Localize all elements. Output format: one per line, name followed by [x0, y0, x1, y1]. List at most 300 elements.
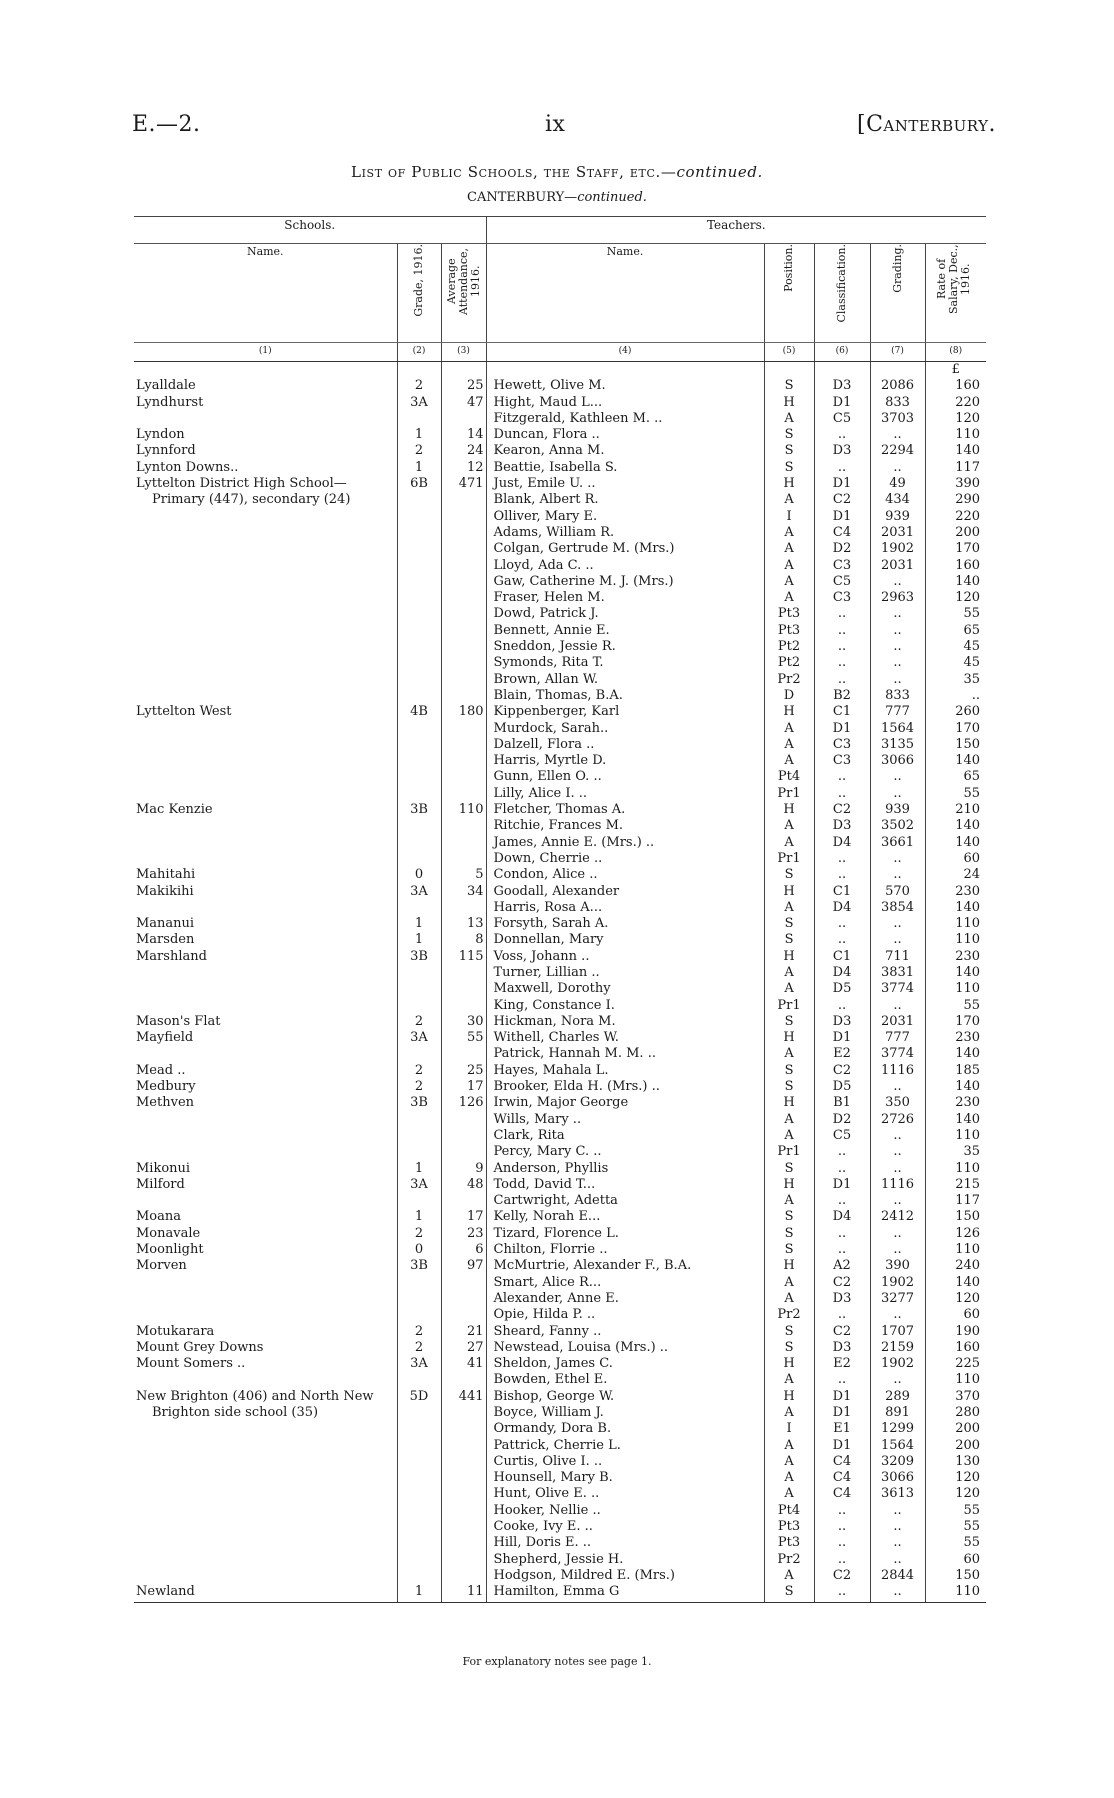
teacher-name: Ritchie, Frances M. — [486, 818, 764, 834]
table-row — [134, 1519, 986, 1535]
school-grade — [397, 769, 441, 785]
teacher-name: Down, Cherrie .. — [486, 851, 764, 867]
table-row — [134, 1307, 986, 1323]
school-name — [134, 574, 397, 590]
teacher-grading: 1116 — [870, 1177, 925, 1193]
teacher-salary: 230 — [925, 1095, 986, 1111]
teacher-salary: 35 — [925, 672, 986, 688]
teacher-position: H — [764, 1177, 814, 1193]
teacher-classification: D4 — [814, 965, 870, 981]
teacher-classification: C2 — [814, 1324, 870, 1340]
school-grade — [397, 1291, 441, 1307]
teacher-grading: 570 — [870, 884, 925, 900]
table-row — [134, 818, 986, 834]
teacher-name: Adams, William R. — [486, 525, 764, 541]
teacher-classification: E2 — [814, 1356, 870, 1372]
teacher-salary: 140 — [925, 443, 986, 459]
table-row — [134, 1486, 986, 1502]
school-grade — [397, 1128, 441, 1144]
table-row — [134, 395, 986, 411]
teacher-name: Boyce, William J. — [486, 1405, 764, 1421]
teacher-name: Brooker, Elda H. (Mrs.) .. — [486, 1079, 764, 1095]
teacher-salary: 60 — [925, 1552, 986, 1568]
teacher-position: S — [764, 1340, 814, 1356]
teacher-salary: 150 — [925, 1568, 986, 1584]
school-name: Lynnford — [136, 443, 196, 459]
average-attendance: 17 — [441, 1079, 486, 1095]
average-attendance — [441, 1275, 486, 1291]
school-name: Morven — [136, 1258, 187, 1274]
teacher-classification: C1 — [814, 949, 870, 965]
teacher-grading: 1902 — [870, 1356, 925, 1372]
school-name — [134, 1486, 397, 1502]
teacher-salary: 110 — [925, 1242, 986, 1258]
school-name — [134, 1519, 397, 1535]
average-attendance — [441, 1568, 486, 1584]
teacher-grading: .. — [870, 1128, 925, 1144]
teacher-salary: 370 — [925, 1389, 986, 1405]
table-row — [134, 737, 986, 753]
school-name: Mananui — [136, 916, 195, 932]
teacher-grading: 833 — [870, 688, 925, 704]
school-name — [134, 1193, 397, 1209]
teacher-salary: 170 — [925, 721, 986, 737]
table-row — [134, 916, 986, 932]
teacher-name: Lloyd, Ada C. .. — [486, 558, 764, 574]
teacher-position: A — [764, 1405, 814, 1421]
teacher-classification: .. — [814, 851, 870, 867]
teacher-salary: 240 — [925, 1258, 986, 1274]
teacher-classification: .. — [814, 1372, 870, 1388]
school-name: Monavale — [136, 1225, 201, 1241]
teacher-salary: 150 — [925, 737, 986, 753]
teacher-name: Hamilton, Emma G — [486, 1584, 764, 1600]
teacher-classification: .. — [814, 1226, 870, 1242]
teacher-salary: 130 — [925, 1454, 986, 1470]
school-name — [134, 998, 397, 1014]
teacher-grading: .. — [870, 1242, 925, 1258]
teacher-grading: 833 — [870, 395, 925, 411]
teacher-position: A — [764, 590, 814, 606]
average-attendance: 441 — [441, 1389, 486, 1405]
teacher-classification: .. — [814, 932, 870, 948]
teacher-classification: C2 — [814, 1275, 870, 1291]
teacher-salary: 220 — [925, 395, 986, 411]
average-attendance: 47 — [441, 395, 486, 411]
teacher-classification: D3 — [814, 378, 870, 394]
school-name — [134, 737, 397, 753]
teacher-position: Pt3 — [764, 1519, 814, 1535]
column-numbers — [134, 343, 986, 362]
teacher-name: Hewett, Olive M. — [486, 378, 764, 394]
teacher-salary: 110 — [925, 1161, 986, 1177]
average-attendance — [441, 1503, 486, 1519]
table-row — [134, 1584, 986, 1600]
average-attendance — [441, 655, 486, 671]
teacher-grading: 2963 — [870, 590, 925, 606]
average-attendance: 23 — [441, 1226, 486, 1242]
average-attendance — [441, 509, 486, 525]
teacher-position: H — [764, 1030, 814, 1046]
school-grade — [397, 1438, 441, 1454]
teacher-name: Harris, Rosa A... — [486, 900, 764, 916]
school-grade — [397, 1112, 441, 1128]
teacher-grading: 1902 — [870, 1275, 925, 1291]
school-name — [134, 981, 397, 997]
teacher-salary: .. — [925, 688, 986, 704]
average-attendance — [441, 639, 486, 655]
school-grade: 1 — [397, 1209, 441, 1225]
teacher-grading: .. — [870, 867, 925, 883]
school-grade: 2 — [397, 443, 441, 459]
teacher-name: Newstead, Louisa (Mrs.) .. — [486, 1340, 764, 1356]
average-attendance — [441, 769, 486, 785]
teacher-classification: D2 — [814, 541, 870, 557]
table-row — [134, 492, 986, 508]
average-attendance — [441, 541, 486, 557]
average-attendance — [441, 688, 486, 704]
teacher-name: Pattrick, Cherrie L. — [486, 1438, 764, 1454]
teacher-position: A — [764, 411, 814, 427]
teacher-classification: D1 — [814, 1030, 870, 1046]
teacher-grading: 3703 — [870, 411, 925, 427]
table-row — [134, 1128, 986, 1144]
teacher-position: S — [764, 1209, 814, 1225]
teacher-name: Cartwright, Adetta — [486, 1193, 764, 1209]
teacher-name: Dowd, Patrick J. — [486, 606, 764, 622]
teacher-classification: .. — [814, 1144, 870, 1160]
school-grade — [397, 590, 441, 606]
average-attendance — [441, 1421, 486, 1437]
teacher-classification: .. — [814, 1584, 870, 1600]
teacher-salary: 230 — [925, 884, 986, 900]
table-row — [134, 558, 986, 574]
school-name — [134, 1291, 397, 1307]
school-name: Mahitahi — [136, 867, 196, 883]
table-row — [134, 606, 986, 622]
school-name — [134, 639, 397, 655]
average-attendance: 9 — [441, 1161, 486, 1177]
teacher-position: A — [764, 1470, 814, 1486]
teacher-position: H — [764, 704, 814, 720]
teacher-name: Wills, Mary .. — [486, 1112, 764, 1128]
teacher-grading: 350 — [870, 1095, 925, 1111]
column-number: (4) — [486, 343, 764, 362]
table-row — [134, 639, 986, 655]
teacher-classification: C3 — [814, 558, 870, 574]
teacher-grading: 777 — [870, 704, 925, 720]
school-grade — [397, 606, 441, 622]
teacher-salary: 160 — [925, 1340, 986, 1356]
teacher-position: Pr2 — [764, 1307, 814, 1323]
teacher-name: Percy, Mary C. .. — [486, 1144, 764, 1160]
school-grade — [397, 981, 441, 997]
school-grade: 4B — [397, 704, 441, 720]
teacher-position: H — [764, 1258, 814, 1274]
teacher-grading: 1707 — [870, 1324, 925, 1340]
teacher-salary: 200 — [925, 1421, 986, 1437]
teacher-position: Pr1 — [764, 786, 814, 802]
teacher-classification: .. — [814, 1535, 870, 1551]
school-grade: 2 — [397, 1014, 441, 1030]
school-name — [134, 721, 397, 737]
average-attendance — [441, 574, 486, 590]
teacher-classification: D3 — [814, 443, 870, 459]
average-attendance — [441, 981, 486, 997]
average-attendance: 110 — [441, 802, 486, 818]
school-grade — [397, 492, 441, 508]
teacher-position: S — [764, 1014, 814, 1030]
school-name — [134, 900, 397, 916]
teacher-position: S — [764, 1242, 814, 1258]
average-attendance — [441, 1128, 486, 1144]
school-grade: 3B — [397, 802, 441, 818]
table-row — [134, 1568, 986, 1584]
teacher-classification: .. — [814, 623, 870, 639]
teacher-grading: .. — [870, 639, 925, 655]
table-row — [134, 1470, 986, 1486]
school-grade: 3B — [397, 1095, 441, 1111]
teacher-position: A — [764, 1486, 814, 1502]
teacher-salary: 110 — [925, 932, 986, 948]
average-attendance — [441, 1144, 486, 1160]
teacher-salary: 120 — [925, 1291, 986, 1307]
school-name: Lyttelton District High School— — [136, 476, 347, 492]
school-grade: 2 — [397, 1324, 441, 1340]
teacher-classification: D1 — [814, 1177, 870, 1193]
school-grade — [397, 1307, 441, 1323]
average-attendance — [441, 818, 486, 834]
teacher-name: Harris, Myrtle D. — [486, 753, 764, 769]
teacher-salary: 140 — [925, 1046, 986, 1062]
teacher-grading: 289 — [870, 1389, 925, 1405]
teacher-name: Sheldon, James C. — [486, 1356, 764, 1372]
teacher-salary: 190 — [925, 1324, 986, 1340]
document-title: List of Public Schools, the Staff, etc.—continued. — [351, 163, 763, 181]
school-name: Makikihi — [136, 883, 194, 899]
table-row — [134, 1405, 986, 1421]
teacher-salary: 55 — [925, 1519, 986, 1535]
teacher-position: S — [764, 1063, 814, 1079]
teacher-name: Just, Emile U. .. — [486, 476, 764, 492]
school-grade: 6B — [397, 476, 441, 492]
teacher-position: A — [764, 1568, 814, 1584]
teacher-grading: 1564 — [870, 1438, 925, 1454]
teacher-name: Anderson, Phyllis — [486, 1161, 764, 1177]
column-number: (2) — [397, 343, 441, 362]
teacher-grading: .. — [870, 1079, 925, 1095]
teacher-salary: 35 — [925, 1144, 986, 1160]
school-grade — [397, 1193, 441, 1209]
teacher-grading: .. — [870, 460, 925, 476]
teacher-name: Duncan, Flora .. — [486, 427, 764, 443]
teacher-salary: 60 — [925, 1307, 986, 1323]
region-title: CANTERBURY—continued. — [467, 190, 647, 205]
teacher-name: Hounsell, Mary B. — [486, 1470, 764, 1486]
teacher-name: Ormandy, Dora B. — [486, 1421, 764, 1437]
school-name — [134, 818, 397, 834]
teacher-salary: 140 — [925, 1112, 986, 1128]
teacher-name: Bishop, George W. — [486, 1389, 764, 1405]
teacher-position: A — [764, 835, 814, 851]
school-grade: 2 — [397, 378, 441, 394]
teacher-grading: .. — [870, 1584, 925, 1600]
teacher-salary: 55 — [925, 1503, 986, 1519]
teacher-classification: D4 — [814, 1209, 870, 1225]
teacher-classification: .. — [814, 769, 870, 785]
teacher-name: Goodall, Alexander — [486, 884, 764, 900]
teacher-salary: 55 — [925, 786, 986, 802]
teacher-position: A — [764, 721, 814, 737]
teacher-grading: 2726 — [870, 1112, 925, 1128]
teacher-salary: 140 — [925, 753, 986, 769]
teacher-classification: C3 — [814, 737, 870, 753]
teacher-position: H — [764, 1356, 814, 1372]
school-grade — [397, 558, 441, 574]
teacher-name: Olliver, Mary E. — [486, 509, 764, 525]
teacher-classification: D1 — [814, 395, 870, 411]
teacher-grading: 3502 — [870, 818, 925, 834]
teacher-grading: .. — [870, 655, 925, 671]
school-grade — [397, 851, 441, 867]
footnote: For explanatory notes see page 1. — [462, 1655, 652, 1668]
teacher-classification: .. — [814, 867, 870, 883]
teacher-position: Pt3 — [764, 606, 814, 622]
school-name — [134, 541, 397, 557]
teacher-name: Beattie, Isabella S. — [486, 460, 764, 476]
table-row — [134, 1144, 986, 1160]
teacher-position: A — [764, 1372, 814, 1388]
teacher-name: Shepherd, Jessie H. — [486, 1552, 764, 1568]
average-attendance: 13 — [441, 916, 486, 932]
table-row — [134, 867, 986, 883]
table-row — [134, 965, 986, 981]
teacher-salary: 110 — [925, 427, 986, 443]
table-row — [134, 1454, 986, 1470]
school-name: Lyndon — [136, 427, 185, 443]
table-row — [134, 1258, 986, 1274]
column-number: (7) — [870, 343, 925, 362]
table-row — [134, 851, 986, 867]
table-row — [134, 443, 986, 459]
teacher-grading: .. — [870, 932, 925, 948]
table-row — [134, 900, 986, 916]
teacher-name: Todd, David T... — [486, 1177, 764, 1193]
teacher-grading: 390 — [870, 1258, 925, 1274]
teacher-name: Patrick, Hannah M. M. .. — [486, 1046, 764, 1062]
table-row — [134, 525, 986, 541]
teacher-salary: 120 — [925, 1470, 986, 1486]
teacher-name: Symonds, Rita T. — [486, 655, 764, 671]
page-header-left: E.—2. — [132, 112, 201, 137]
teacher-grading: 434 — [870, 492, 925, 508]
schools-group-header: Schools. — [134, 217, 486, 244]
school-name: Brighton side school (35) — [152, 1405, 319, 1420]
teacher-classification: D4 — [814, 835, 870, 851]
table-row — [134, 835, 986, 851]
teacher-name: Murdock, Sarah.. — [486, 721, 764, 737]
teacher-position: H — [764, 949, 814, 965]
teacher-name: Smart, Alice R... — [486, 1275, 764, 1291]
teacher-classification: C5 — [814, 1128, 870, 1144]
school-name — [134, 1112, 397, 1128]
table-row — [134, 427, 986, 443]
teacher-classification: .. — [814, 672, 870, 688]
teacher-classification: A2 — [814, 1258, 870, 1274]
school-name — [134, 1046, 397, 1062]
table-row — [134, 1046, 986, 1062]
table-row — [134, 1209, 986, 1225]
teacher-grading: 2031 — [870, 525, 925, 541]
school-name: Mason's Flat — [136, 1013, 221, 1029]
teacher-name: Kearon, Anna M. — [486, 443, 764, 459]
average-attendance — [441, 1454, 486, 1470]
teacher-salary: 126 — [925, 1226, 986, 1242]
average-attendance: 41 — [441, 1356, 486, 1372]
average-attendance: 25 — [441, 1063, 486, 1079]
teacher-name: Kippenberger, Karl — [486, 704, 764, 720]
school-grade — [397, 998, 441, 1014]
school-grade — [397, 1519, 441, 1535]
average-attendance: 24 — [441, 443, 486, 459]
teacher-classification: B2 — [814, 688, 870, 704]
school-name — [134, 786, 397, 802]
teacher-grading: 3066 — [870, 1470, 925, 1486]
teacher-grading: 2844 — [870, 1568, 925, 1584]
teacher-name: Tizard, Florence L. — [486, 1226, 764, 1242]
teacher-classification: .. — [814, 1193, 870, 1209]
teacher-grading: .. — [870, 1519, 925, 1535]
teacher-grading: 3774 — [870, 1046, 925, 1062]
table-row — [134, 541, 986, 557]
teacher-position: I — [764, 509, 814, 525]
school-grade: 1 — [397, 1161, 441, 1177]
school-name: Marshland — [136, 948, 207, 964]
school-grade — [397, 1503, 441, 1519]
average-attendance: 48 — [441, 1177, 486, 1193]
table-row — [134, 1552, 986, 1568]
teacher-salary: 117 — [925, 1193, 986, 1209]
average-attendance — [441, 835, 486, 851]
teacher-name-header: Name. — [486, 244, 764, 343]
teacher-salary: 140 — [925, 574, 986, 590]
teacher-grading: 3661 — [870, 835, 925, 851]
table-row — [134, 411, 986, 427]
average-attendance — [441, 492, 486, 508]
school-name — [134, 655, 397, 671]
teacher-salary: 117 — [925, 460, 986, 476]
table-row — [134, 655, 986, 671]
teacher-grading: 1116 — [870, 1063, 925, 1079]
teachers-group-header: Teachers. — [486, 217, 986, 244]
teacher-grading: 3613 — [870, 1486, 925, 1502]
school-name — [134, 525, 397, 541]
table-row — [134, 769, 986, 785]
teacher-grading: 3774 — [870, 981, 925, 997]
teacher-grading: 49 — [870, 476, 925, 492]
teacher-salary: 120 — [925, 590, 986, 606]
average-attendance — [441, 721, 486, 737]
teacher-grading: 2412 — [870, 1209, 925, 1225]
page-number: ix — [545, 112, 566, 137]
school-grade: 0 — [397, 1242, 441, 1258]
teacher-position: H — [764, 802, 814, 818]
teacher-classification: .. — [814, 1242, 870, 1258]
teacher-grading: .. — [870, 1503, 925, 1519]
school-grade — [397, 1046, 441, 1062]
average-attendance: 6 — [441, 1242, 486, 1258]
school-name: Lyalldale — [136, 378, 196, 394]
